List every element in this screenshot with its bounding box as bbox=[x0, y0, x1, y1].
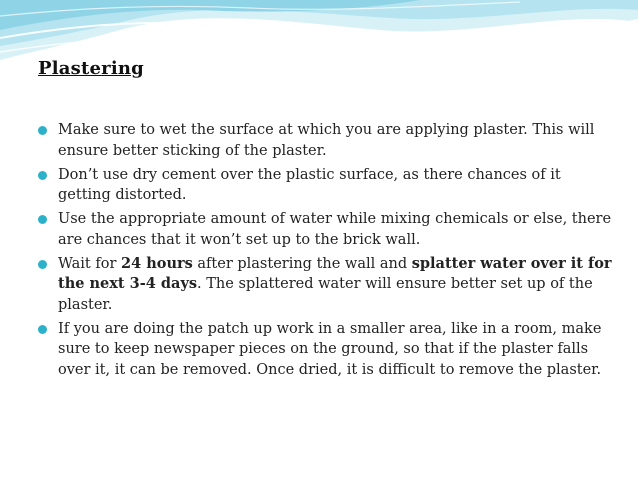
bullet-text bbox=[58, 122, 594, 159]
bullet-list bbox=[38, 120, 613, 384]
bullet-text-segment: Use the appropriate amount of water while mixing chemicals or else, there are chances that it won’t set up to the brick wall. bbox=[58, 211, 612, 248]
bullet-text bbox=[58, 256, 612, 313]
slide-title: Plastering bbox=[38, 58, 144, 79]
bullet-text-segment: Make sure to wet the surface at which you are applying plaster. This will ensure better sticking of the plaster. bbox=[58, 122, 595, 159]
bullet-item bbox=[38, 120, 613, 161]
bullet-dot-icon bbox=[38, 126, 47, 135]
bullet-text-segment: Don’t use dry cement over the plastic surface, as there chances of it getting distorted. bbox=[58, 166, 561, 203]
bullet-dot-icon bbox=[38, 215, 47, 224]
decorative-wave-banner bbox=[0, 0, 638, 66]
bullet-item bbox=[38, 254, 613, 316]
bullet-dot-icon bbox=[38, 171, 47, 180]
bullet-bold-text: splatter water over it for the next 3-4 days bbox=[58, 254, 612, 292]
bullet-item bbox=[38, 165, 613, 206]
bullet-item bbox=[38, 319, 613, 381]
bullet-text-segment: If you are doing the patch up work in a smaller area, like in a room, make sure to keep newspaper pieces on the ground, so that if the plaster falls over it, it can be removed. Once dried, it is difficult to remove the plaster. bbox=[58, 320, 602, 378]
bullet-item bbox=[38, 209, 613, 250]
bullet-text bbox=[58, 167, 561, 204]
bullet-dot-icon bbox=[38, 325, 47, 334]
bullet-dot-icon bbox=[38, 260, 47, 269]
bullet-text bbox=[58, 321, 601, 378]
bullet-text-segment: . The splattered water will ensure better set up of the plaster. bbox=[58, 276, 593, 313]
bullet-text-segment: Wait for bbox=[58, 255, 121, 272]
bullet-text bbox=[58, 211, 611, 248]
bullet-text-segment: after plastering the wall and bbox=[192, 255, 412, 272]
bullet-bold-text: 24 hours bbox=[121, 254, 193, 272]
